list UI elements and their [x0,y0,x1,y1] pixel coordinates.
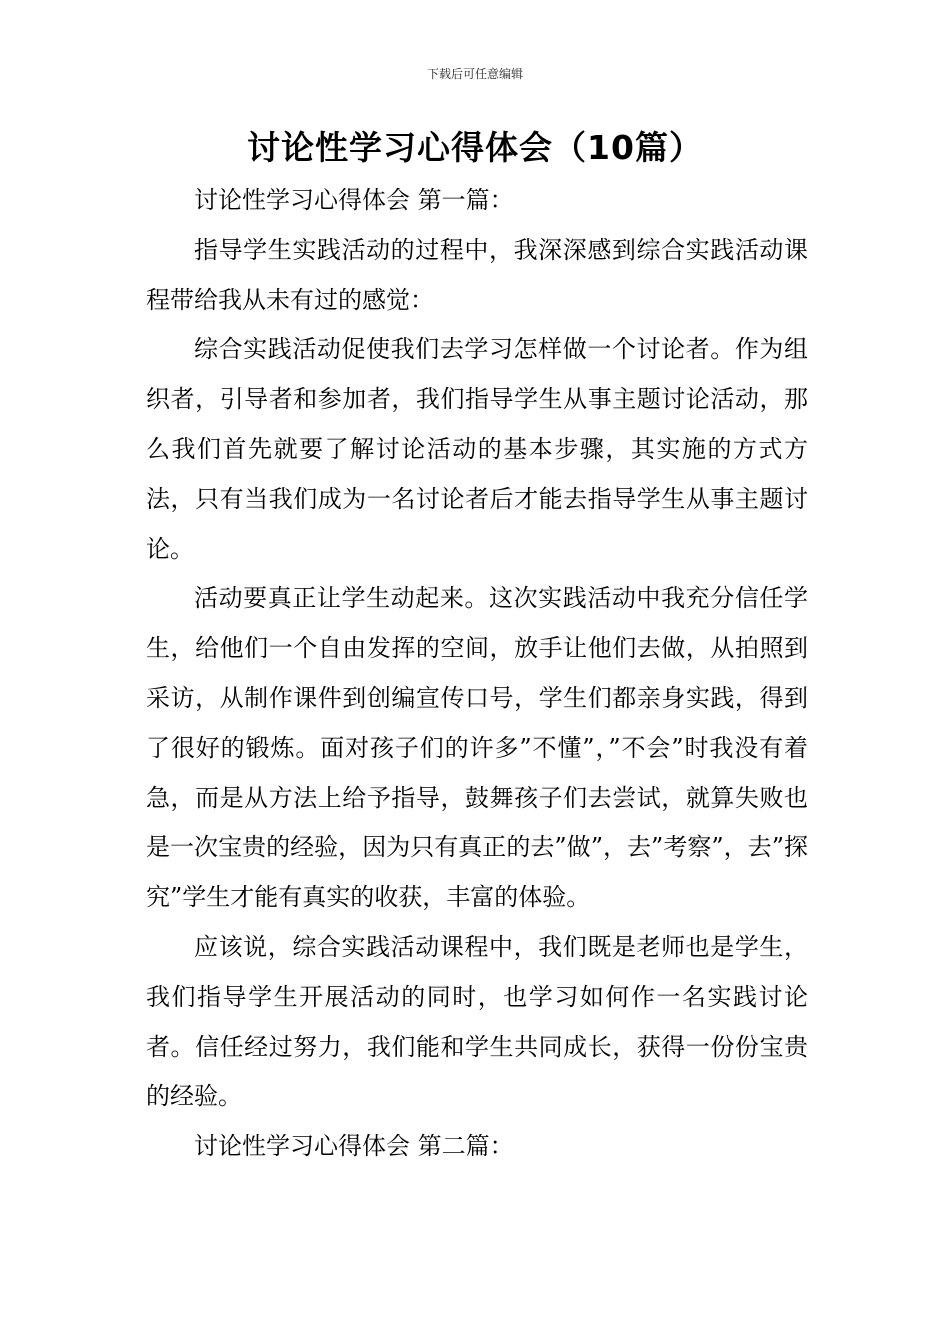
section-heading-2: 讨论性学习心得体会 第二篇： [194,1132,514,1161]
paragraph-4: 应该说，综合实践活动课程中，我们既是老师也是学生，我们指导学生开展活动的同时，也学习如何作一名实践讨论者。信任经过努力，我们能和学生共同成长，获得一份份宝贵的经验。 [146,932,808,1111]
paragraph-3: 活动要真正让学生动起来。这次实践活动中我充分信任学生，给他们一个自由发挥的空间，放手让他们去做，从拍照到采访，从制作课件到创编宣传口号，学生们都亲身实践，得到了很好的锻炼。面对孩子们的许多”不懂”，”不会”时我没有着急，而是从方法上给予指导，鼓舞孩子们去尝试，就算失败也是一次宝贵的经验，因为只有真正的去”做”，去”考察”，去”探究”学生才能有真实的收获，丰富的体验。 [146,584,808,912]
section-heading-1: 讨论性学习心得体会 第一篇： [194,186,514,214]
header-note: 下载后可任意编辑 [426,67,523,81]
document-body [146,176,808,1172]
paragraph-2: 综合实践活动促使我们去学习怎样做一个讨论者。作为组织者，引导者和参加者，我们指导学生从事主题讨论活动，那么我们首先就要了解讨论活动的基本步骤，其实施的方式方法，只有当我们成为一名讨论者后才能去指导学生从事主题讨论。 [146,335,808,563]
paragraph-1: 指导学生实践活动的过程中，我深深感到综合实践活动课程带给我从未有过的感觉： [146,235,808,314]
document-title: 讨论性学习心得体会（10篇） [247,128,703,167]
